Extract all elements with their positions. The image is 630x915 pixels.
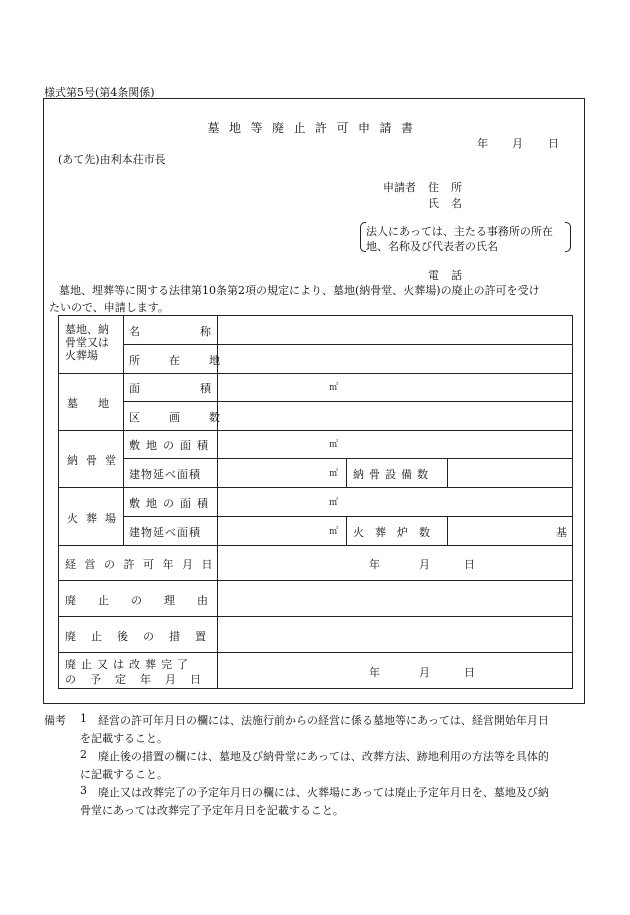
permit-date-month: 月 — [419, 558, 430, 571]
table-rule — [59, 545, 573, 546]
table-rule — [59, 616, 573, 617]
table-rule — [59, 373, 573, 374]
facility-name-text: 名称 — [129, 325, 271, 338]
notes-label: 備考 — [44, 714, 66, 727]
addressee: (あて先)由利本荘市長 — [58, 153, 166, 166]
crematorium-label: 火葬場 — [67, 512, 124, 525]
applicant-phone-label: 電話 — [428, 269, 474, 282]
table-rule — [346, 516, 347, 545]
crematorium-site-area-unit: ㎡ — [329, 498, 339, 508]
ossuary-site-area-label: 敷地の面積 — [129, 439, 214, 452]
cemetery-area-label: 面積 — [129, 382, 271, 395]
intro-text — [49, 282, 579, 316]
table-rule — [123, 344, 573, 345]
application-table — [58, 315, 573, 689]
corporate-note-line1: 法人にあっては、主たる事務所の所在 — [366, 225, 553, 238]
permit-date-year: 年 — [369, 558, 380, 571]
applicant-label: 申請者 — [383, 181, 416, 194]
table-rule — [123, 401, 573, 402]
facility-group-line1: 墓地、納 — [65, 323, 109, 336]
cemetery-label: 墓地 — [67, 397, 129, 410]
table-rule — [123, 516, 573, 517]
note2-number: 2 — [80, 748, 87, 761]
ossuary-equipment-label: 納骨設備数 — [353, 468, 433, 481]
cemetery-plots-label: 区画数 — [129, 411, 249, 424]
table-rule — [59, 580, 573, 581]
applicant-address-label — [428, 179, 474, 195]
note2-line2: に記載すること。 — [80, 768, 168, 781]
note1-line1: 経営の許可年月日の欄には、法施行前からの経営に係る墓地等にあっては、経営開始年月日 — [98, 714, 549, 727]
form-number: 様式第5号(第4条関係) — [44, 86, 155, 99]
completion-date-year: 年 — [369, 666, 380, 679]
permit-date-label: 経営の許可年月日 — [65, 558, 221, 571]
note3-number: 3 — [80, 784, 87, 797]
crematorium-site-area-label: 敷地の面積 — [129, 497, 214, 510]
ossuary-site-area-unit: ㎡ — [329, 440, 339, 450]
table-rule — [346, 458, 347, 487]
facility-group-line3: 火葬場 — [65, 349, 98, 362]
facility-group-line2: 骨堂又は — [65, 336, 109, 349]
table-rule — [59, 430, 573, 431]
table-rule — [123, 458, 573, 459]
note2-line1: 廃止後の措置の欄には、墓地及び納骨堂にあっては、改葬方法、跡地利用の方法等を具体的 — [98, 750, 549, 763]
table-rule — [447, 458, 448, 487]
measures-label: 廃止後の措置 — [65, 630, 221, 643]
applicant-name-label: 氏名 — [428, 197, 474, 210]
note3-line1: 廃止又は改葬完了の予定年月日の欄には、火葬場にあっては廃止予定年月日を、墓地及び納 — [98, 786, 549, 799]
completion-date-month: 月 — [419, 666, 430, 679]
note1-number: 1 — [80, 712, 87, 725]
ossuary-floor-area-label: 建物延べ面積 — [129, 468, 201, 481]
note1-line2: を記載すること。 — [80, 732, 168, 745]
crematorium-floor-area-unit: ㎡ — [329, 527, 339, 537]
intro-line2: たいので、申請します。 — [49, 301, 169, 314]
intro-line1: 墓地、埋葬等に関する法律第10条第2項の規定により、墓地(納骨堂、火葬場)の廃止の許可を受け — [59, 284, 540, 297]
date-year: 年 — [477, 137, 488, 150]
applicant-address-text: 住所 — [428, 181, 474, 194]
table-rule — [59, 487, 573, 488]
ossuary-floor-area-unit: ㎡ — [329, 469, 339, 479]
ossuary-label: 納骨堂 — [67, 454, 124, 467]
completion-date-day: 日 — [464, 666, 475, 679]
facility-location-label: 所在地 — [129, 354, 249, 367]
crematorium-furnaces-label: 火葬炉数 — [353, 526, 441, 539]
corporate-note-line2: 地、名称及び代表者の氏名 — [366, 240, 498, 253]
facility-group-label — [65, 323, 121, 362]
cemetery-area-unit: ㎡ — [329, 383, 339, 393]
note3-line2: 骨堂にあっては改葬完了予定年月日を記載すること。 — [80, 804, 344, 817]
table-rule — [59, 652, 573, 653]
date-day: 日 — [548, 137, 559, 150]
crematorium-furnaces-unit: 基 — [556, 526, 567, 539]
completion-label-line1: 廃止又は改葬完了 — [65, 658, 193, 671]
completion-label-line2: の予定年月日 — [65, 673, 215, 686]
crematorium-floor-area-label: 建物延べ面積 — [129, 526, 201, 539]
form-title: 墓地等廃止許可申請書 — [207, 121, 423, 135]
facility-name-label — [129, 323, 271, 339]
reason-label: 廃止の理由 — [65, 594, 230, 607]
permit-date-day: 日 — [464, 558, 475, 571]
table-rule — [447, 516, 448, 545]
date-month: 月 — [512, 137, 523, 150]
corporate-note-bracket — [360, 222, 571, 252]
